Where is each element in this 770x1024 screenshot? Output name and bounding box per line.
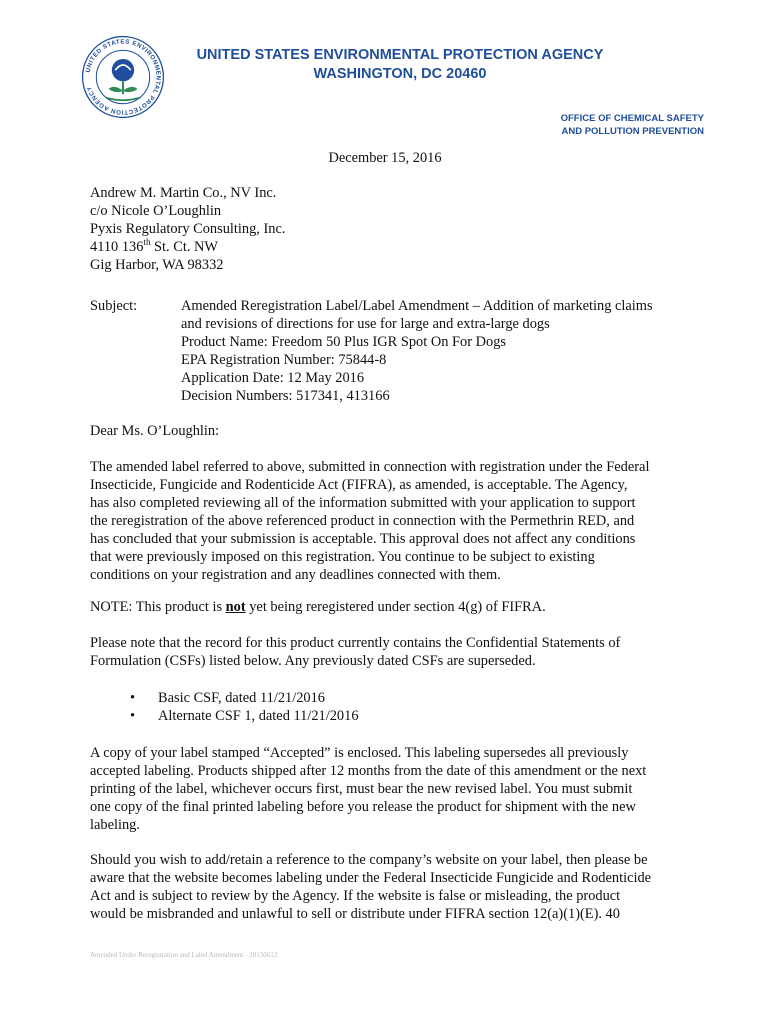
subject-label: Subject: <box>90 298 138 314</box>
paragraph-line: accepted labeling. Products shipped after 12 months from the date of this amendment or the next <box>90 763 647 779</box>
subject-line: Application Date: 12 May 2016 <box>181 370 365 386</box>
address-line: c/o Nicole O’Loughlin <box>90 203 222 219</box>
list-item <box>130 707 359 725</box>
paragraph-csf <box>90 634 690 670</box>
paragraph-line: Should you wish to add/retain a reference to the company’s website on your label, then please be <box>90 852 648 868</box>
note-text: yet being reregistered under section 4(g) of FIFRA. <box>245 599 546 615</box>
address-line: Gig Harbor, WA 98332 <box>90 257 224 273</box>
recipient-address <box>90 184 285 274</box>
list-item-text: Alternate CSF 1, dated 11/21/2016 <box>158 708 359 724</box>
ordinal-suffix: th <box>143 237 151 248</box>
subject-line: Product Name: Freedom 50 Plus IGR Spot On For Dogs <box>181 334 506 350</box>
paragraph-approval <box>90 458 690 584</box>
paragraph-line: has concluded that your submission is acceptable. This approval does not affect any conditions <box>90 531 636 547</box>
svg-text:UNITED STATES ENVIRONMENTAL PR: UNITED STATES ENVIRONMENTAL PROTECTION AGENCY <box>84 38 162 116</box>
paragraph-line: Please note that the record for this product currently contains the Confidential Statements of <box>90 635 621 651</box>
paragraph-line: would be misbranded and unlawful to sell or distribute under FIFRA section 12(a)(1)(E). 40 <box>90 906 620 922</box>
page-footer: Amended Under Reregistration and Label Amendment - 20150612 <box>90 951 278 959</box>
paragraph-line: has also completed reviewing all of the information submitted with your application to support <box>90 495 636 511</box>
subject-line: EPA Registration Number: 75844-8 <box>181 352 387 368</box>
subject-line: Decision Numbers: 517341, 413166 <box>181 388 390 404</box>
paragraph-line: Formulation (CSFs) listed below. Any previously dated CSFs are superseded. <box>90 653 536 669</box>
csf-list <box>130 689 359 725</box>
salutation: Dear Ms. O’Loughlin: <box>90 423 220 439</box>
agency-header <box>190 46 610 84</box>
address-line: Andrew M. Martin Co., NV Inc. <box>90 185 277 201</box>
letter-date: December 15, 2016 <box>328 150 442 166</box>
street-name: St. Ct. NW <box>150 239 219 255</box>
office-line-1: OFFICE OF CHEMICAL SAFETY <box>560 113 704 124</box>
paragraph-line: the reregistration of the above referenced product in connection with the Permethrin RED, and <box>90 513 635 529</box>
paragraph-line: conditions on your registration and any deadlines connected with them. <box>90 567 501 583</box>
paragraph-website <box>90 851 690 923</box>
epa-seal-icon <box>80 34 166 120</box>
agency-name: UNITED STATES ENVIRONMENTAL PROTECTION AGENCY <box>196 47 604 63</box>
agency-city: WASHINGTON, DC 20460 <box>313 66 487 82</box>
address-line <box>90 238 285 256</box>
subject-line: and revisions of directions for use for large and extra-large dogs <box>181 316 550 332</box>
subject-line: Amended Reregistration Label/Label Amendment – Addition of marketing claims <box>181 298 653 314</box>
office-line-2: AND POLLUTION PREVENTION <box>561 126 704 137</box>
list-item <box>130 689 359 707</box>
subject-lines <box>181 297 653 405</box>
list-item-text: Basic CSF, dated 11/21/2016 <box>158 690 326 706</box>
note-text: NOTE: This product is <box>90 599 226 615</box>
paragraph-line: aware that the website becomes labeling under the Federal Insecticide Fungicide and Rodenticide <box>90 870 652 886</box>
paragraph-line: Act and is subject to review by the Agency. If the website is false or misleading, the product <box>90 888 621 904</box>
street-number: 4110 136 <box>90 239 144 255</box>
paragraph-labeling <box>90 744 690 834</box>
paragraph-line: The amended label referred to above, submitted in connection with registration under the Federal <box>90 459 650 475</box>
note-emphasis: not <box>225 599 246 615</box>
note-paragraph <box>90 598 690 616</box>
paragraph-line: Insecticide, Fungicide and Rodenticide Act (FIFRA), as amended, is acceptable. The Agency, <box>90 477 628 493</box>
office-name <box>561 112 704 138</box>
paragraph-line: one copy of the final printed labeling before you release the product for shipment with the new <box>90 799 636 815</box>
paragraph-line: labeling. <box>90 817 140 833</box>
bullet-icon: • <box>130 708 136 724</box>
bullet-icon: • <box>130 690 136 706</box>
paragraph-line: that were previously imposed on this registration. You continue to be subject to existing <box>90 549 595 565</box>
paragraph-line: printing of the label, whichever occurs first, must bear the new revised label. You must submit <box>90 781 633 797</box>
address-line: Pyxis Regulatory Consulting, Inc. <box>90 221 286 237</box>
paragraph-line: A copy of your label stamped “Accepted” is enclosed. This labeling supersedes all previously <box>90 745 629 761</box>
